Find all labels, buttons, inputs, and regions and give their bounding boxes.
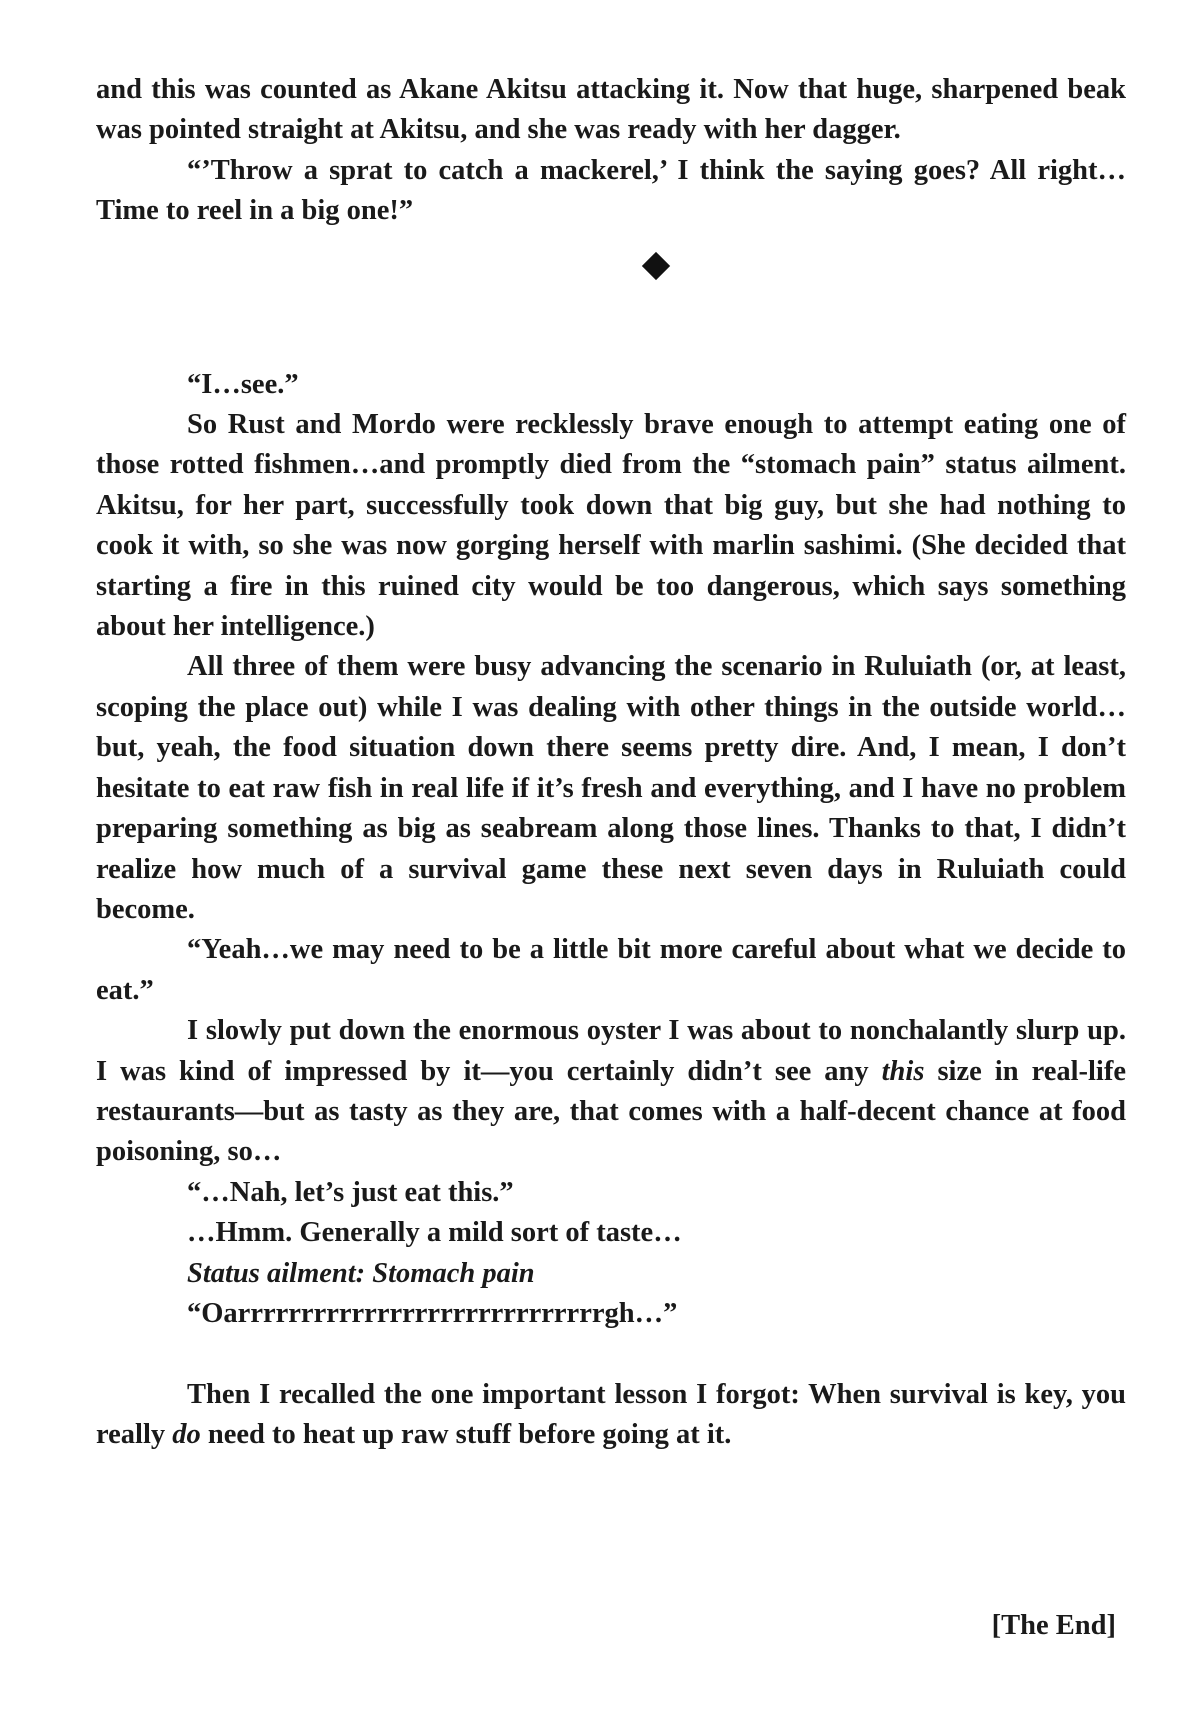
paragraph-hmm: …Hmm. Generally a mild sort of taste… — [187, 1217, 682, 1249]
emphasis-this: this — [881, 1055, 925, 1087]
paragraph-dialogue-sprat: “’Throw a sprat to catch a mackerel,’ I think the saying goes? All right… Time to reel in a big one!” — [96, 154, 1126, 227]
diamond-icon — [642, 251, 670, 279]
document-page — [96, 70, 1126, 1456]
paragraph-continuation: and this was counted as Akane Akitsu attacking it. Now that huge, sharpened beak was pointed straight at Akitsu, and she was ready with her dagger. — [96, 74, 1126, 146]
paragraph-lesson — [96, 1375, 1126, 1456]
paragraph-scream: “Oarrrrrrrrrrrrrrrrrrrrrrrrrrrrrgh…” — [187, 1297, 678, 1329]
lesson-text-end: need to heat up raw stuff before going at it. — [200, 1419, 732, 1451]
end-mark: [The End] — [991, 1610, 1116, 1641]
status-ailment-line: Status ailment: Stomach pain — [187, 1257, 535, 1289]
oyster-text-end: size in real-life restaurants—but as tasty as they are, that comes with a half-decent chance at food poisoning, so… — [96, 1055, 1126, 1168]
paragraph-all-three: All three of them were busy advancing the scenario in Ruluiath (or, at least, scoping the place out) while I was dealing with other things in the outside world…but, yeah, the food situation down there seems pretty dire. And, I mean, I don’t hesitate to eat raw fish in real life if it’s fresh and everything, and I have no problem preparing something as big as seabream along those lines. Thanks to that, I didn’t realize how much of a survival game these next seven days in Ruluiath could become. — [96, 651, 1126, 925]
emphasis-do: do — [172, 1419, 201, 1451]
section-break — [96, 232, 1126, 333]
paragraph-i-see: “I…see.” — [187, 368, 299, 400]
paragraph-rust-mordo: So Rust and Mordo were recklessly brave enough to attempt eating one of those rotted fishmen…and promptly died from the “stomach pain” status ailment. Akitsu, for her part, successfully took down that big guy, but she had nothing to cook it with, so she was now gorging herself with marlin sashimi. (She decided that starting a fire in this ruined city would be too dangerous, which says something about her intelligence.) — [96, 409, 1126, 643]
paragraph-oyster — [96, 1011, 1126, 1173]
oyster-text-start: I slowly put down the enormous oyster I was about to nonchalantly slurp up. I was kind of impressed by it—you certainly didn’t see any — [96, 1015, 1126, 1087]
lesson-text-start: Then I recalled the one important lesson I forgot: When survival is key, you really — [96, 1378, 1126, 1451]
paragraph-nah: “…Nah, let’s just eat this.” — [187, 1176, 514, 1208]
paragraph-yeah-careful: “Yeah…we may need to be a little bit more careful about what we decide to eat.” — [96, 934, 1126, 1006]
